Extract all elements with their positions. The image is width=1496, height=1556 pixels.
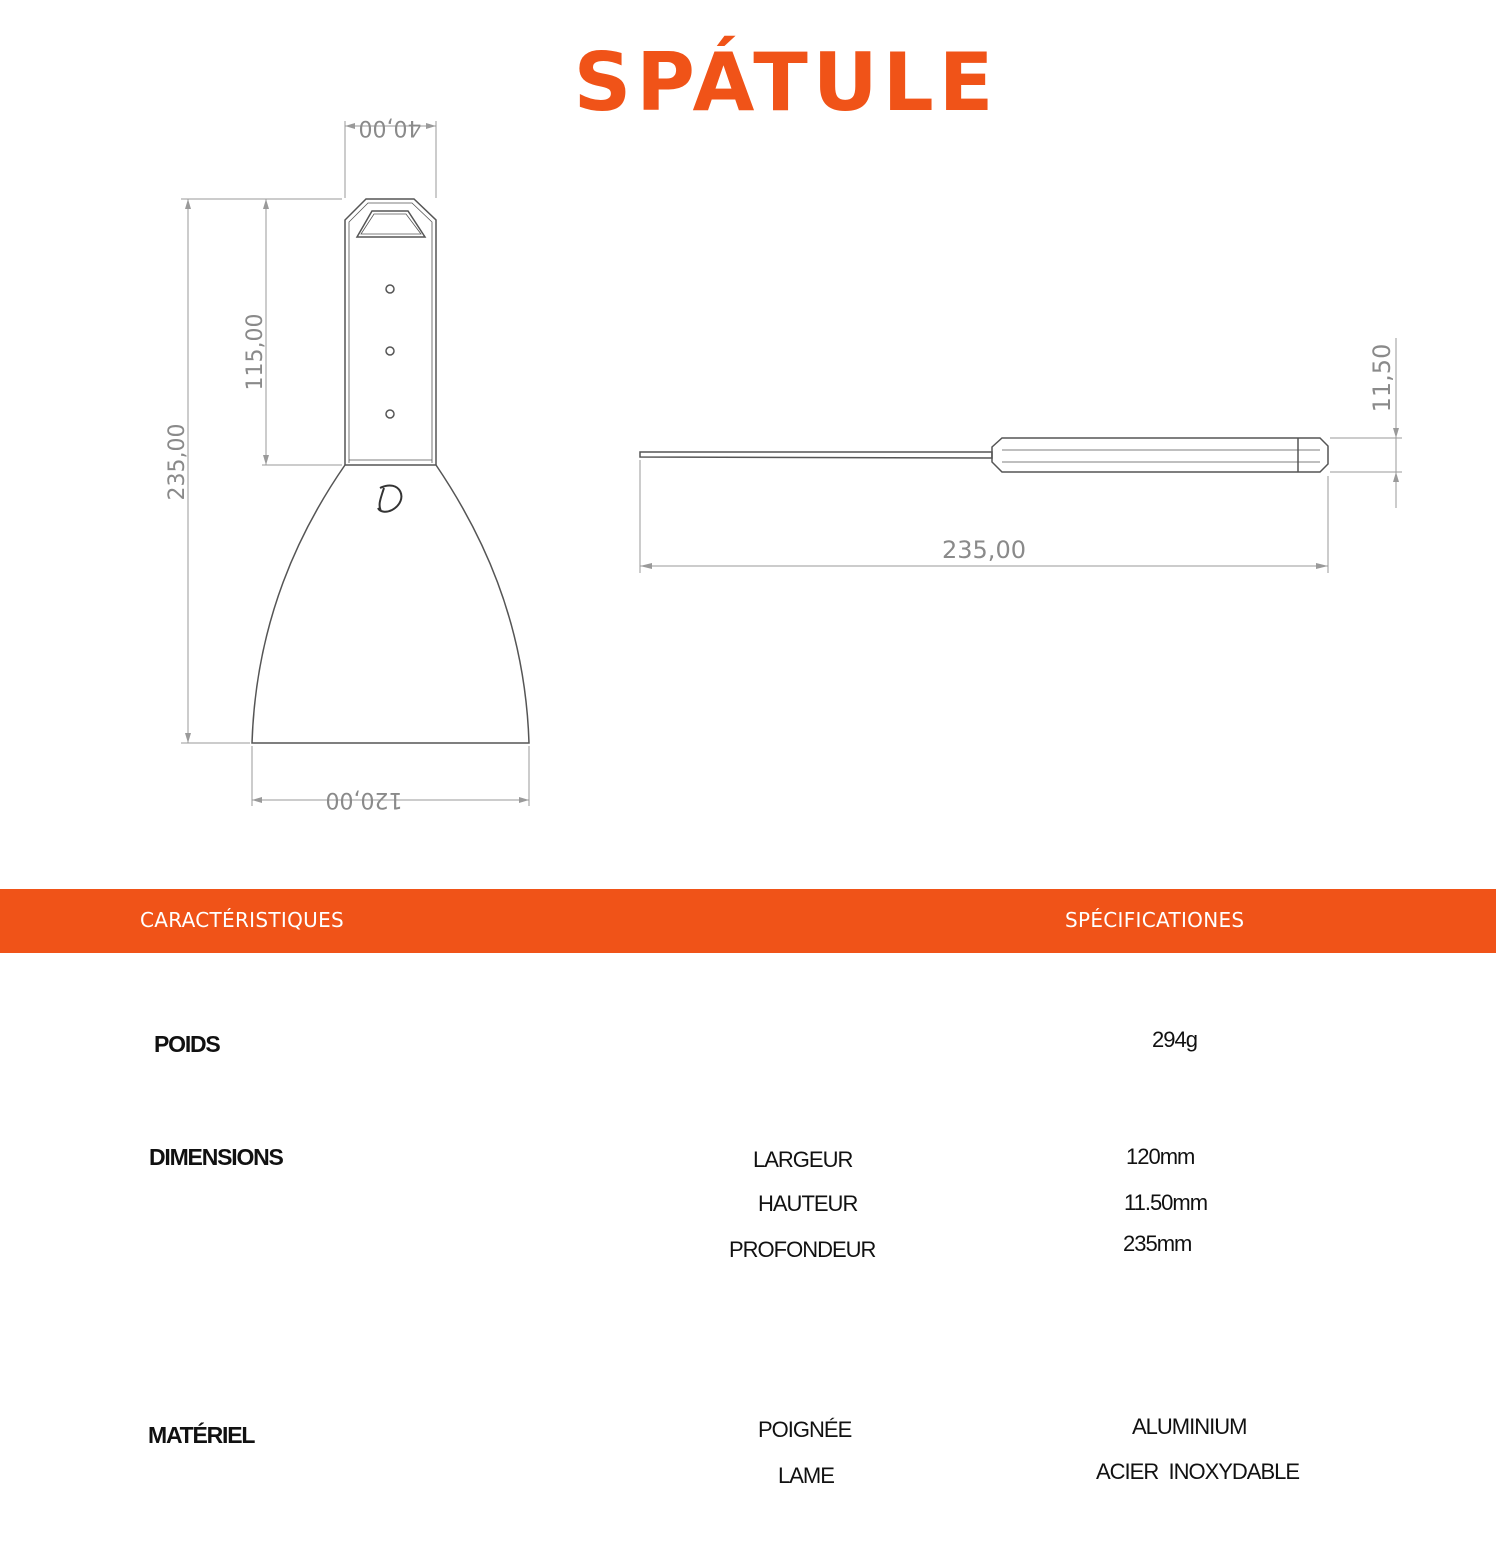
front-handle-inner bbox=[349, 203, 432, 463]
value-poignee: ALUMINIUM bbox=[1132, 1414, 1247, 1439]
dim-height-handle: 115,00 bbox=[243, 313, 268, 391]
label-materiel: MATÉRIEL bbox=[148, 1422, 255, 1448]
rivet-3 bbox=[386, 410, 394, 418]
side-blade bbox=[640, 452, 992, 458]
sub-poignee: POIGNÉE bbox=[758, 1417, 852, 1442]
rivet-1 bbox=[386, 285, 394, 293]
dim-length: 235,00 bbox=[942, 536, 1026, 564]
sub-largeur: LARGEUR bbox=[753, 1147, 853, 1172]
front-blade-outline bbox=[252, 465, 529, 743]
rivet-2 bbox=[386, 347, 394, 355]
header-specifications: SPÉCIFICATIONES bbox=[1065, 908, 1245, 932]
value-hauteur: 11.50mm bbox=[1124, 1190, 1208, 1215]
dim-width-top: 40,00 bbox=[358, 114, 422, 140]
dim-width-bottom: 120,00 bbox=[325, 786, 403, 812]
label-dimensions: DIMENSIONS bbox=[149, 1144, 283, 1170]
value-poids: 294g bbox=[1152, 1027, 1197, 1052]
label-poids: POIDS bbox=[154, 1031, 220, 1057]
sub-hauteur: HAUTEUR bbox=[758, 1191, 858, 1216]
front-handle-outline bbox=[345, 199, 436, 465]
dim-height-total: 235,00 bbox=[165, 423, 190, 501]
table-header-band bbox=[0, 889, 1496, 953]
value-largeur: 120mm bbox=[1126, 1144, 1195, 1169]
side-handle bbox=[992, 438, 1328, 472]
logo-icon bbox=[378, 485, 401, 511]
sub-lame: LAME bbox=[778, 1463, 834, 1488]
value-profondeur: 235mm bbox=[1123, 1231, 1192, 1256]
value-lame: ACIER INOXYDABLE bbox=[1096, 1459, 1300, 1484]
dim-thickness: 11,50 bbox=[1368, 343, 1396, 413]
page-title: SPÁTULE bbox=[573, 36, 999, 129]
header-caracteristiques: CARACTÉRISTIQUES bbox=[140, 908, 344, 932]
sub-profondeur: PROFONDEUR bbox=[729, 1237, 876, 1262]
